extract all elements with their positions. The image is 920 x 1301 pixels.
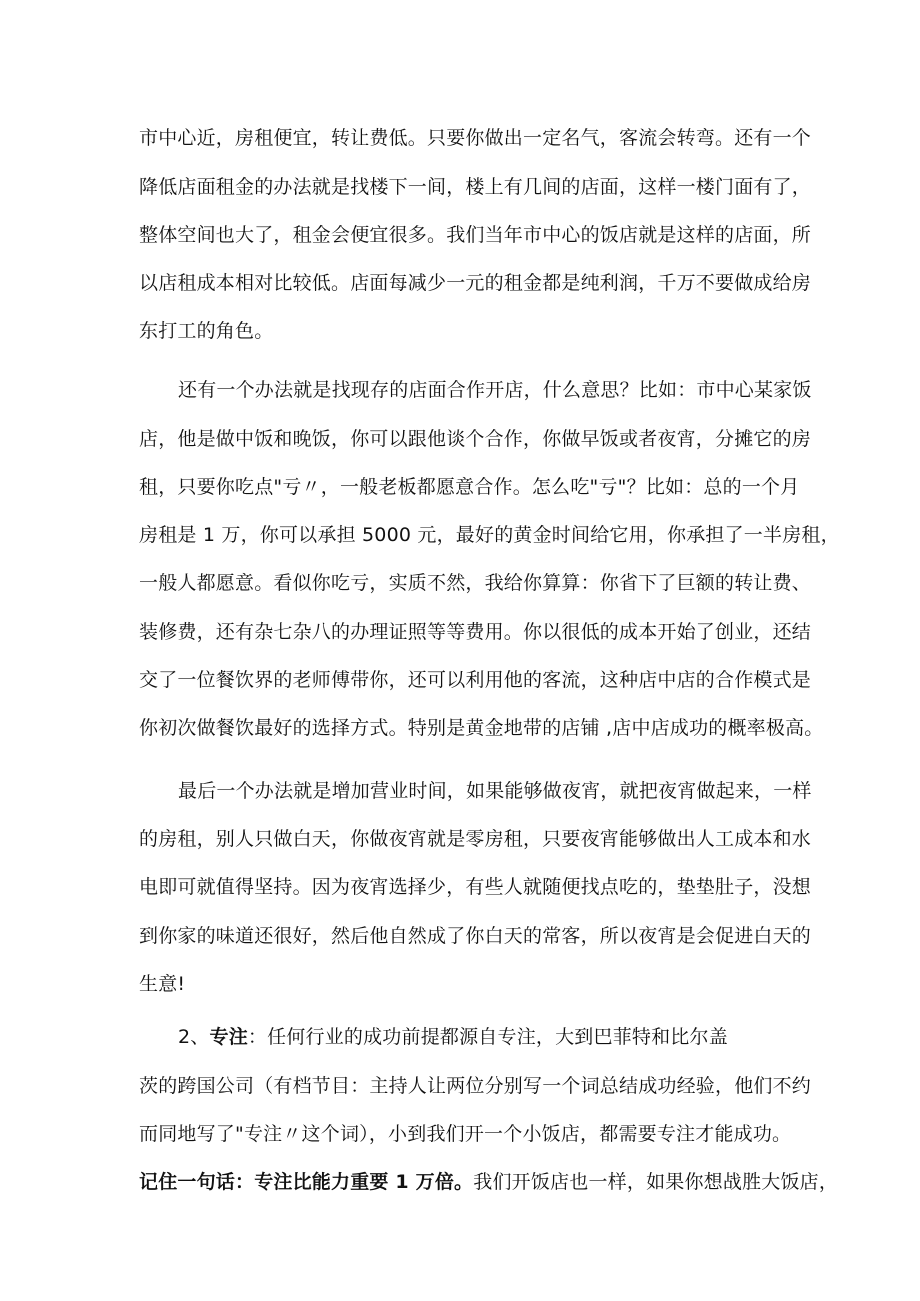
section-2-line-3: 而同地写了"专注〃这个词），小到我们开一个小饭店，都需要专注才能成功。 <box>139 1123 792 1145</box>
section-2-heading: 专注 <box>209 1026 248 1048</box>
paragraph-2-line-3: 租，只要你吃点"亏〃，一般老板都愿意合作。怎么吃"亏"？比如：总的一个月 <box>139 476 800 498</box>
paragraph-2-line-6: 装修费，还有杂七杂八的办理证照等等费用。你以很低的成本开始了创业，还结 <box>139 621 812 643</box>
paragraph-1-line-2: 降低店面租金的办法就是找楼下一间，楼上有几间的店面，这样一楼门面有了， <box>139 176 812 198</box>
section-2-line-4-text: 我们开饭店也一样，如果你想战胜大饭店， <box>473 1171 839 1193</box>
paragraph-3-line-2: 的房租，别人只做白天，你做夜宵就是零房租，只要夜宵能够做出人工成本和水 <box>139 828 812 850</box>
section-2-line-1 <box>178 1024 728 1050</box>
paragraph-2-line-5: 一般人都愿意。看似你吃亏，实质不然，我给你算算：你省下了巨额的转让费、 <box>139 572 812 594</box>
paragraph-1-line-4: 以店租成本相对比较低。店面每减少一元的租金都是纯利润，千万不要做成给房 <box>139 272 812 294</box>
key-sentence: 记住一句话：专注比能力重要 1 万倍。 <box>139 1171 474 1193</box>
paragraph-2-line-8: 你初次做餐饮最好的选择方式。特别是黄金地带的店铺 ,店中店成功的概率极高。 <box>139 717 824 739</box>
paragraph-1-line-1: 市中心近，房租便宜，转让费低。只要你做出一定名气，客流会转弯。还有一个 <box>139 127 812 149</box>
paragraph-2-line-4: 房租是 1 万，你可以承担 5000 元，最好的黄金时间给它用，你承担了一半房租， <box>139 524 840 546</box>
paragraph-3-line-3: 电即可就值得坚持。因为夜宵选择少，有些人就随便找点吃的，垫垫肚子，没想 <box>139 876 812 898</box>
paragraph-3-line-5: 生意! <box>139 973 186 995</box>
paragraph-1-line-3: 整体空间也大了，租金会便宜很多。我们当年市中心的饭店就是这样的店面，所 <box>139 224 812 246</box>
paragraph-2-line-1: 还有一个办法就是找现存的店面合作开店，什么意思？比如：市中心某家饭 <box>178 379 812 401</box>
paragraph-2-line-2: 店，他是做中饭和晚饭，你可以跟他谈个合作，你做早饭或者夜宵，分摊它的房 <box>139 428 812 450</box>
paragraph-2-line-7: 交了一位餐饮界的老师傅带你，还可以利用他的客流，这种店中店的合作模式是 <box>139 669 812 691</box>
paragraph-3-line-4: 到你家的味道还很好，然后他自然成了你白天的常客，所以夜宵是会促进白天的 <box>139 925 812 947</box>
section-2-line-1-text: ：任何行业的成功前提都源自专注，大到巴菲特和比尔盖 <box>247 1026 728 1048</box>
paragraph-1-line-5: 东打工的角色。 <box>139 320 274 342</box>
section-2-line-4 <box>139 1169 838 1195</box>
paragraph-3-line-1: 最后一个办法就是增加营业时间，如果能够做夜宵，就把夜宵做起来，一样 <box>178 780 812 802</box>
section-2-line-2: 茨的跨国公司（有档节目：主持人让两位分别写一个词总结成功经验，他们不约 <box>139 1075 812 1097</box>
section-2-number: 2、 <box>178 1026 210 1048</box>
